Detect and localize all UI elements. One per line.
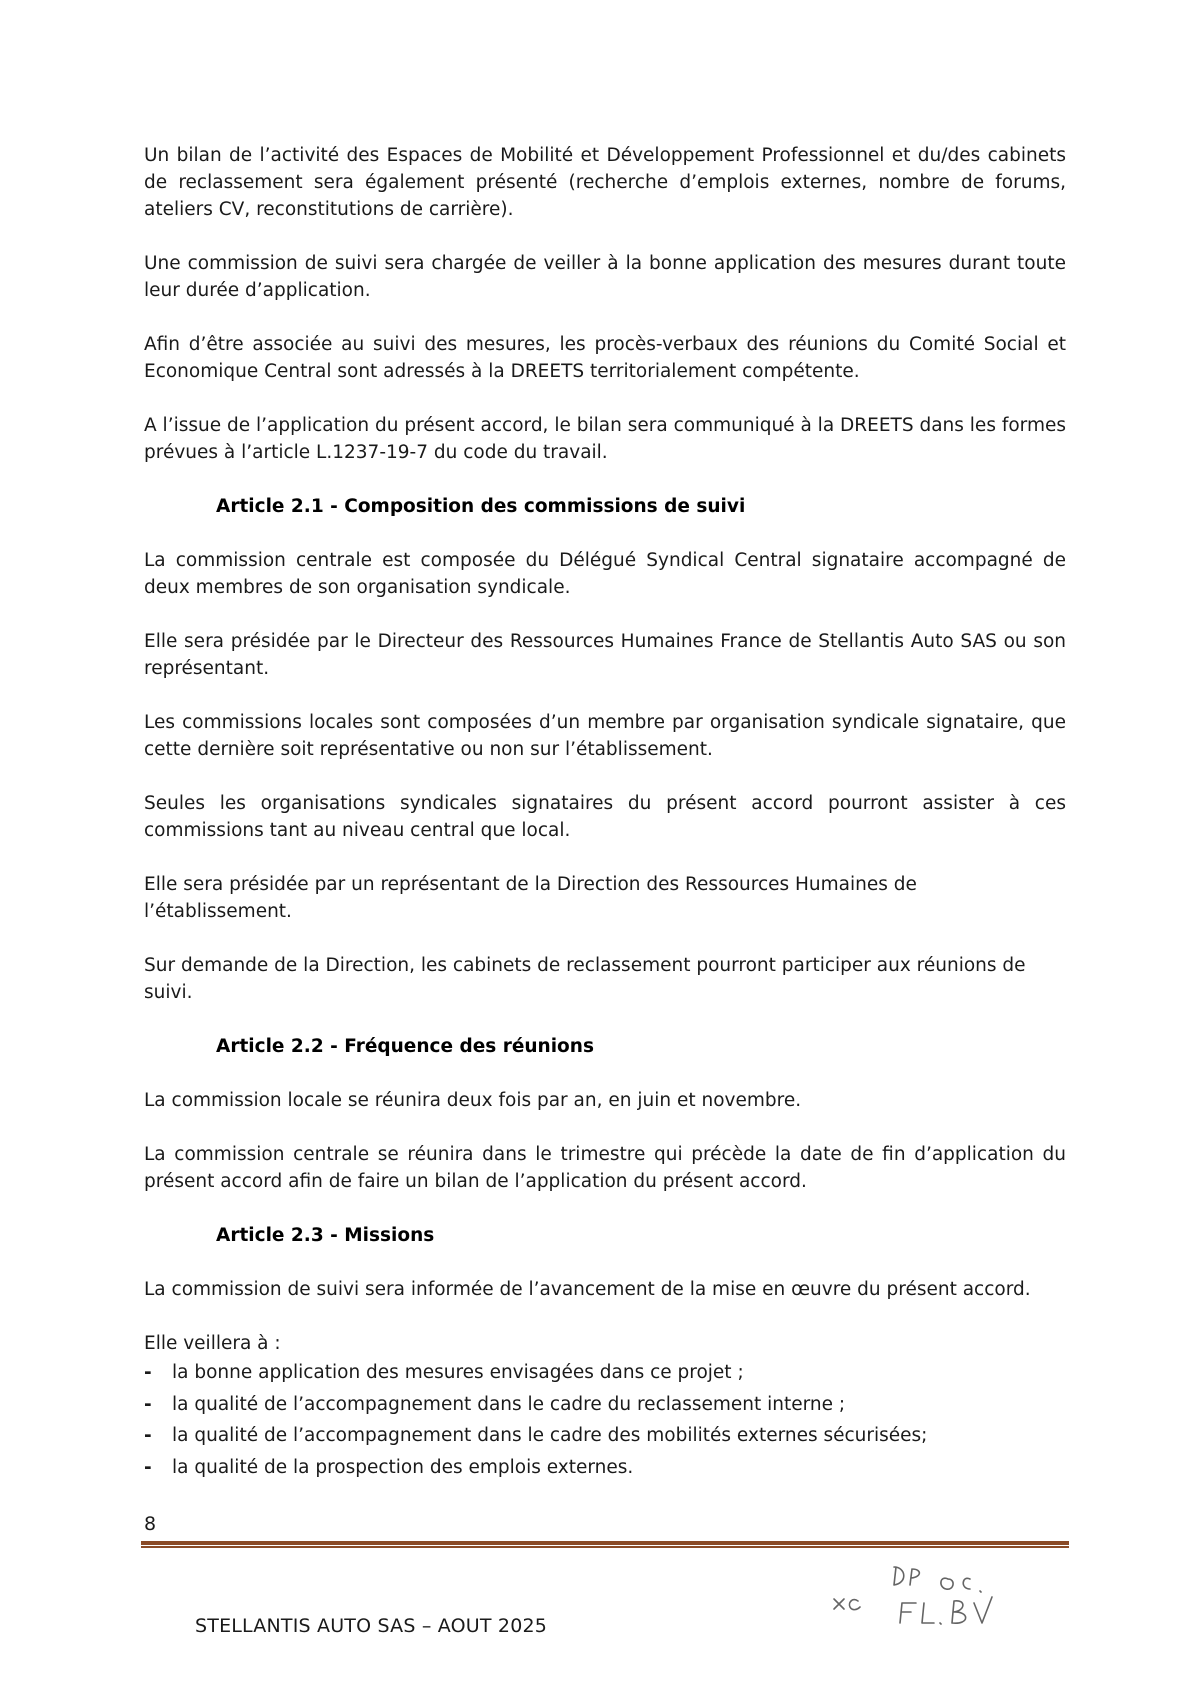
heading-article-2-3: Article 2.3 - Missions — [216, 1225, 435, 1246]
heading-article-2-1: Article 2.1 - Composition des commissions de suivi — [216, 496, 746, 517]
bullet-dash: - — [144, 1425, 152, 1446]
paragraph-bilan-activite: Un bilan de l’activité des Espaces de Mobilité et Développement Professionnel et du/des cabinets de reclassement sera également présenté (recherche d’emplois externes, nombre de forums, ateliers CV, reconstitutions de carrière). — [144, 145, 1066, 220]
footer-rule — [141, 1541, 1069, 1548]
handwritten-initials — [820, 1555, 1010, 1630]
document-body — [144, 142, 1066, 1483]
paragraph-presidence-etablissement: Elle sera présidée par un représentant de la Direction des Ressources Humaines de l’établissement. — [144, 874, 917, 922]
heading-article-2-2: Article 2.2 - Fréquence des réunions — [216, 1036, 594, 1057]
paragraph-organisations-signataires: Seules les organisations syndicales signataires du présent accord pourront assister à ces commissions tant au niveau central que local. — [144, 793, 1066, 841]
list-intro: Elle veillera à : — [144, 1333, 281, 1354]
initials-dp-mark — [894, 1567, 919, 1585]
list-item-text: la qualité de la prospection des emplois externes. — [172, 1456, 634, 1478]
page-number: 8 — [144, 1513, 157, 1535]
paragraph-commission-informee: La commission de suivi sera informée de l’avancement de la mise en œuvre du présent accord. — [144, 1279, 1031, 1300]
paragraph-commission-centrale-frequence: La commission centrale se réunira dans le trimestre qui précède la date de fin d’application du présent accord afin de faire un bilan de l’application du présent accord. — [144, 1144, 1066, 1192]
list-item — [144, 1420, 1066, 1452]
paragraph-commission-centrale: La commission centrale est composée du Délégué Syndical Central signataire accompagné de deux membres de son organisation syndicale. — [144, 550, 1066, 598]
paragraph-commission-suivi: Une commission de suivi sera chargée de veiller à la bonne application des mesures durant toute leur durée d’application. — [144, 253, 1066, 301]
paragraph-issue-accord: A l’issue de l’application du présent accord, le bilan sera communiqué à la DREETS dans les formes prévues à l’article L.1237-19-7 du code du travail. — [144, 415, 1066, 463]
bullet-dash: - — [144, 1456, 152, 1478]
footer-company-line: STELLANTIS AUTO SAS – AOUT 2025 — [195, 1615, 548, 1637]
initials-bv-mark — [952, 1597, 992, 1623]
paragraph-presidence-drh: Elle sera présidée par le Directeur des Ressources Humaines France de Stellantis Auto SAS ou son représentant. — [144, 631, 1066, 679]
list-item — [144, 1389, 1066, 1421]
list-item-text: la bonne application des mesures envisagées dans ce projet ; — [172, 1362, 744, 1383]
list-item — [144, 1452, 1066, 1484]
bullet-dash: - — [144, 1393, 152, 1415]
bullet-dash: - — [144, 1362, 152, 1383]
list-item — [144, 1357, 1066, 1389]
paragraph-commission-locale-frequence: La commission locale se réunira deux fois par an, en juin et novembre. — [144, 1090, 802, 1111]
paragraph-proces-verbaux: Afin d’être associée au suivi des mesures, les procès-verbaux des réunions du Comité Social et Economique Central sont adressés à la DREETS territorialement compétente. — [144, 334, 1066, 382]
paragraph-cabinets-reclassement: Sur demande de la Direction, les cabinets de reclassement pourront participer aux réunions de suivi. — [144, 955, 1026, 1003]
list-item-text: la qualité de l’accompagnement dans le cadre des mobilités externes sécurisées; — [172, 1425, 928, 1446]
paragraph-commissions-locales: Les commissions locales sont composées d’un membre par organisation syndicale signataire, que cette dernière soit représentative ou non sur l’établissement. — [144, 712, 1066, 760]
initials-oc-mark — [941, 1578, 981, 1592]
list-item-text: la qualité de l’accompagnement dans le cadre du reclassement interne ; — [172, 1393, 846, 1415]
initials-xc-mark — [834, 1599, 860, 1610]
missions-list — [144, 1357, 1066, 1483]
initials-fl-mark — [900, 1603, 941, 1624]
